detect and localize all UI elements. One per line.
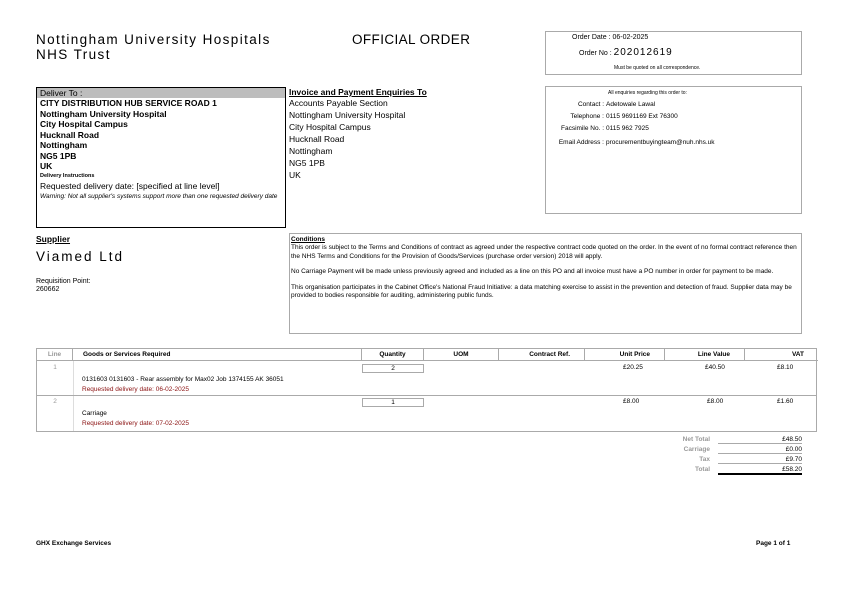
deliver-to-address <box>37 98 285 172</box>
row1-line-number: 1 <box>53 364 57 371</box>
col-header-uom: UOM <box>424 349 499 361</box>
requisition-point <box>36 278 90 294</box>
conditions-paragraph: This order is subject to the Terms and Conditions of contract as agreed under the respective contract code quoted on the order. In the event of no formal contract reference then the NHS Terms and Conditions for the Provision of Goods/Services (purchase order version) 2018 will apply. <box>291 244 797 260</box>
invoice-address-line: City Hospital Campus <box>289 122 371 132</box>
col-header-unit-price: Unit Price <box>585 349 665 361</box>
fax-value: 0115 962 7925 <box>606 125 649 132</box>
trust-name-line1: Nottingham University Hospitals <box>36 32 271 47</box>
col-header-quantity: Quantity <box>362 349 424 361</box>
conditions-heading: Conditions <box>291 236 325 243</box>
order-number-notice: Must be quoted on all correspondence. <box>614 65 701 71</box>
order-date <box>572 34 648 41</box>
invoice-address-line: Accounts Payable Section <box>289 98 388 108</box>
telephone-label: Telephone : <box>570 113 604 120</box>
col-header-line-value: Line Value <box>665 349 745 361</box>
invoice-address-line: NG5 1PB <box>289 158 325 168</box>
tax-row <box>640 456 802 466</box>
contact-label: Contact : <box>577 101 604 108</box>
order-info-box <box>545 31 802 75</box>
email-label: Email Address : <box>558 139 604 146</box>
order-totals <box>640 436 802 476</box>
order-number-value: 202012619 <box>613 47 673 58</box>
tax-label: Tax <box>699 456 710 463</box>
contact-box <box>545 86 802 214</box>
deliver-address-line: Nottingham University Hospital <box>40 108 167 119</box>
invoice-address-line: Nottingham University Hospital <box>289 110 406 120</box>
order-date-value: 06-02-2025 <box>612 34 649 41</box>
footer-provider: GHX Exchange Services <box>36 540 112 547</box>
net-total-value: £48.50 <box>718 436 802 444</box>
row2-quantity: 1 <box>362 398 424 407</box>
requisition-label: Requisition Point: <box>36 278 91 285</box>
order-date-label: Order Date : <box>572 34 611 41</box>
invoice-address-line: UK <box>289 170 301 180</box>
order-number <box>579 47 673 58</box>
deliver-to-box <box>36 87 286 228</box>
row1-description: 0131603 0131603 - Rear assembly for Max02 Job 1374155 AK 36051 <box>82 376 284 383</box>
row2-requested-date: Requested delivery date: 07-02-2025 <box>82 420 189 427</box>
delivery-warning: Warning: Not all supplier's systems support more than one requested delivery date <box>40 193 278 200</box>
document-title: OFFICIAL ORDER <box>352 32 471 47</box>
row1-quantity: 2 <box>362 364 424 373</box>
supplier-name: Viamed Ltd <box>36 249 125 264</box>
contact-title: All enquiries regarding this order to: <box>608 90 687 96</box>
row1-requested-date: Requested delivery date: 06-02-2025 <box>82 386 189 393</box>
invoice-enquiries <box>289 87 545 214</box>
col-header-contract: Contract Ref. <box>499 349 585 361</box>
invoice-heading: Invoice and Payment Enquiries To <box>289 87 427 97</box>
fax-label: Facsimile No. : <box>561 125 604 132</box>
net-total-row <box>640 436 802 446</box>
trust-name <box>36 32 271 62</box>
grand-total-value: £58.20 <box>718 466 802 475</box>
deliver-address-line: Nottingham <box>40 140 88 150</box>
row2-unit-price: £8.00 <box>623 398 640 405</box>
supplier-heading: Supplier <box>36 234 71 244</box>
telephone-value: 0115 9691169 Ext 76300 <box>606 113 678 120</box>
deliver-address-line: Hucknall Road <box>40 129 100 140</box>
column-divider <box>73 361 74 431</box>
requested-delivery-date: Requested delivery date: [specified at line level] <box>40 180 220 191</box>
conditions-paragraph: This organisation participates in the Cabinet Office's National Fraud Initiative: a data matching exercise to assist in the prevention and detection of fraud. Supplier data may be provided to bodies responsible for auditing, administering public funds. <box>291 283 792 299</box>
order-lines-table <box>36 348 817 432</box>
deliver-address-line: City Hospital Campus <box>40 119 128 129</box>
col-header-goods: Goods or Services Required <box>73 349 362 361</box>
order-number-label: Order No : <box>579 50 612 57</box>
row-divider <box>37 395 816 396</box>
row2-description: Carriage <box>82 410 107 417</box>
contact-value: Adetowale Lawal <box>606 101 656 108</box>
carriage-label: Carriage <box>683 446 710 453</box>
deliver-address-line: UK <box>40 161 53 171</box>
row2-vat: £1.60 <box>777 398 794 405</box>
grand-total-row <box>640 466 802 476</box>
conditions-paragraph: No Carriage Payment will be made unless previously agreed and included as a line on this PO and all invoice must have a PO number in order for payment to be made. <box>291 268 774 275</box>
email-value[interactable]: procurementbuyingteam@nuh.nhs.uk <box>606 139 715 146</box>
conditions-box <box>289 233 802 334</box>
invoice-address-line: Hucknall Road <box>289 134 345 144</box>
row1-vat: £8.10 <box>777 364 794 371</box>
carriage-row <box>640 446 802 456</box>
row2-line-value: £8.00 <box>707 398 724 405</box>
net-total-label: Net Total <box>682 436 710 443</box>
row1-unit-price: £20.25 <box>623 364 643 371</box>
deliver-address-line: CITY DISTRIBUTION HUB SERVICE ROAD 1 <box>40 98 217 108</box>
carriage-value: £0.00 <box>718 446 802 454</box>
requisition-value: 260662 <box>36 286 60 293</box>
deliver-address-line: NG5 1PB <box>40 150 77 161</box>
col-header-vat: VAT <box>745 349 818 361</box>
delivery-instructions-label: Delivery Instructions <box>40 172 95 179</box>
row1-line-value: £40.50 <box>705 364 725 371</box>
col-header-line: Line <box>37 349 73 361</box>
deliver-to-heading: Deliver To : <box>37 88 285 98</box>
trust-name-line2: NHS Trust <box>36 47 111 62</box>
grand-total-label: Total <box>694 466 710 473</box>
tax-value: £9.70 <box>718 456 802 464</box>
page-number: Page 1 of 1 <box>756 540 791 547</box>
row2-line-number: 2 <box>53 398 57 405</box>
invoice-address-line: Nottingham <box>289 146 333 156</box>
